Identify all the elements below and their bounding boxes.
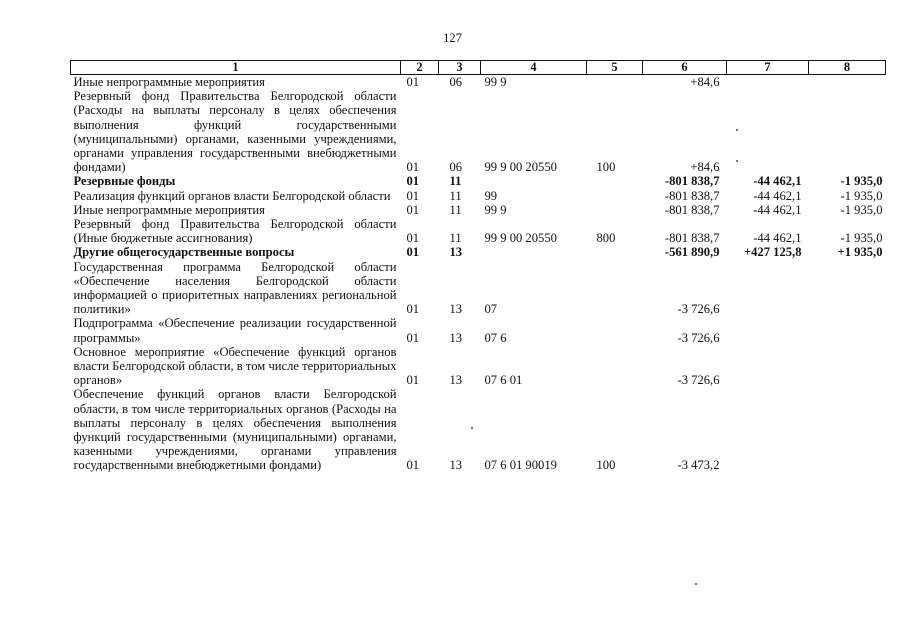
column-header: 7	[727, 61, 809, 75]
row-description	[71, 245, 401, 259]
target-article-code	[481, 174, 587, 188]
column-header: 3	[439, 61, 481, 75]
amount-year-2	[727, 316, 809, 344]
section-code: 01	[406, 202, 420, 217]
expense-type-code	[587, 75, 643, 90]
amount-year-1: +84,6	[690, 75, 720, 89]
amount-year-2	[727, 75, 809, 90]
page-number: 127	[443, 31, 462, 45]
section-code: 01	[406, 160, 420, 175]
target-article-code: 07	[484, 302, 498, 317]
target-article-code: 99 9 00 20550	[484, 160, 557, 175]
table-row	[71, 89, 886, 174]
description-text: Государственная программа Белгородской области «Обеспечение населения Белгородской области информацией о приоритетных направлениях региональной политики»	[73, 259, 397, 317]
section-code: 01	[406, 245, 420, 260]
column-header: 4	[481, 61, 587, 75]
expense-type-code	[587, 316, 643, 344]
expense-type-code	[587, 345, 643, 388]
target-article-code: 07 6 01 90019	[484, 458, 557, 473]
amount-year-3	[809, 345, 886, 388]
scan-speck	[695, 583, 697, 585]
column-header: 6	[643, 61, 727, 75]
section-code: 01	[406, 302, 420, 317]
section-code: 01	[406, 330, 420, 345]
amount-year-1: -801 838,7	[664, 231, 720, 246]
expense-type-code	[587, 245, 643, 259]
subsection-code: 13	[449, 458, 463, 473]
table-row	[71, 387, 886, 472]
expense-type-code	[587, 174, 643, 188]
amount-year-2: -44 462,1	[753, 202, 802, 217]
amount-year-2	[727, 345, 809, 388]
amount-year-3	[809, 75, 886, 90]
amount-year-3	[809, 260, 886, 317]
description-text: Резервный фонд Правительства Белгородской области (Расходы на выплаты персоналу в целях обеспечения выполнения функций государственными (муниципальными) органами, казенными учреждениями, органами управления государственными внебюджетными фондами)	[73, 89, 397, 175]
subsection-code: 13	[449, 245, 463, 260]
section-code: 01	[406, 75, 420, 89]
scan-speck	[471, 427, 473, 429]
section-code: 01	[406, 188, 420, 203]
amount-year-1: -3 726,6	[677, 330, 720, 345]
amount-year-3: +1 935,0	[837, 245, 883, 260]
row-description	[71, 75, 401, 90]
expense-type-code: 100	[596, 458, 616, 473]
target-article-code: 99 9	[484, 75, 507, 89]
subsection-code: 06	[449, 160, 463, 175]
table-row	[71, 217, 886, 245]
amount-year-1: -801 838,7	[664, 202, 720, 217]
subsection-code: 11	[449, 188, 462, 203]
description-text: Иные непрограммные мероприятия	[73, 202, 265, 217]
column-header: 5	[587, 61, 643, 75]
target-article-code: 99	[484, 188, 498, 203]
expense-type-code	[587, 189, 643, 203]
row-description	[71, 189, 401, 203]
amount-year-1: -801 838,7	[664, 174, 720, 189]
amount-year-2	[727, 260, 809, 317]
expense-type-code: 100	[596, 160, 616, 175]
subsection-code: 13	[449, 330, 463, 345]
target-article-code: 99 9 00 20550	[484, 231, 557, 246]
subsection-code: 13	[449, 373, 463, 388]
amount-year-3: -1 935,0	[840, 231, 883, 246]
subsection-code: 11	[449, 202, 462, 217]
description-text: Резервные фонды	[73, 174, 176, 189]
budget-table	[70, 60, 886, 473]
subsection-code: 06	[449, 75, 463, 89]
scan-speck	[736, 129, 738, 131]
column-header: 2	[401, 61, 439, 75]
row-description	[71, 387, 401, 472]
row-description	[71, 89, 401, 174]
expense-type-code: 800	[596, 231, 616, 246]
amount-year-1: -3 473,2	[677, 458, 720, 473]
subsection-code: 13	[449, 302, 463, 317]
description-text: Резервный фонд Правительства Белгородской области (Иные бюджетные ассигнования)	[73, 217, 397, 246]
description-text: Реализация функций органов власти Белгородской области	[73, 188, 391, 203]
amount-year-3: -1 935,0	[840, 174, 883, 189]
amount-year-3	[809, 89, 886, 174]
table-row	[71, 203, 886, 217]
description-text: Подпрограмма «Обеспечение реализации государственной программы»	[73, 316, 397, 345]
description-text: Другие общегосударственные вопросы	[73, 245, 295, 260]
target-article-code: 07 6	[484, 330, 507, 345]
amount-year-2	[727, 89, 809, 174]
expense-type-code	[587, 260, 643, 317]
target-article-code	[481, 245, 587, 259]
section-code: 01	[406, 373, 420, 388]
column-header: 8	[809, 61, 886, 75]
table-row	[71, 260, 886, 317]
amount-year-2	[727, 387, 809, 472]
table-row	[71, 189, 886, 203]
amount-year-1: -801 838,7	[664, 188, 720, 203]
table-body	[71, 75, 886, 473]
row-description	[71, 174, 401, 188]
description-text: Иные непрограммные мероприятия	[73, 75, 265, 89]
description-text: Обеспечение функций органов власти Белгородской области, в том числе территориальных органов (Расходы на выплаты персоналу в целях обеспечения выполнения функций государственными (муниципальными) органами, казенными учреждениями, органами управления государственными внебюджетными фондами)	[73, 387, 397, 473]
amount-year-1: -3 726,6	[677, 373, 720, 388]
target-article-code: 99 9	[484, 202, 507, 217]
table-row	[71, 345, 886, 388]
amount-year-3	[809, 387, 886, 472]
description-text: Основное мероприятие «Обеспечение функций органов власти Белгородской области, в том числе территориальных органов»	[73, 344, 397, 388]
subsection-code: 11	[449, 174, 462, 189]
table-row	[71, 245, 886, 259]
section-code: 01	[406, 458, 420, 473]
amount-year-1: -561 890,9	[664, 245, 720, 260]
amount-year-3	[809, 316, 886, 344]
amount-year-3: -1 935,0	[840, 202, 883, 217]
target-article-code: 07 6 01	[484, 373, 523, 388]
scan-speck	[736, 160, 738, 162]
expense-type-code	[587, 203, 643, 217]
subsection-code: 11	[449, 231, 462, 246]
row-description	[71, 217, 401, 245]
section-code: 01	[406, 231, 420, 246]
row-description	[71, 203, 401, 217]
row-description	[71, 345, 401, 388]
amount-year-2: -44 462,1	[753, 188, 802, 203]
amount-year-2: -44 462,1	[753, 231, 802, 246]
section-code: 01	[406, 174, 420, 189]
table-row	[71, 75, 886, 90]
amount-year-2: -44 462,1	[753, 174, 802, 189]
row-description	[71, 260, 401, 317]
table-row	[71, 316, 886, 344]
column-header: 1	[71, 61, 401, 75]
amount-year-1: -3 726,6	[677, 302, 720, 317]
amount-year-1: +84,6	[690, 160, 720, 175]
table-header	[71, 61, 886, 75]
amount-year-3: -1 935,0	[840, 188, 883, 203]
row-description	[71, 316, 401, 344]
amount-year-2: +427 125,8	[743, 245, 802, 260]
table-row	[71, 174, 886, 188]
